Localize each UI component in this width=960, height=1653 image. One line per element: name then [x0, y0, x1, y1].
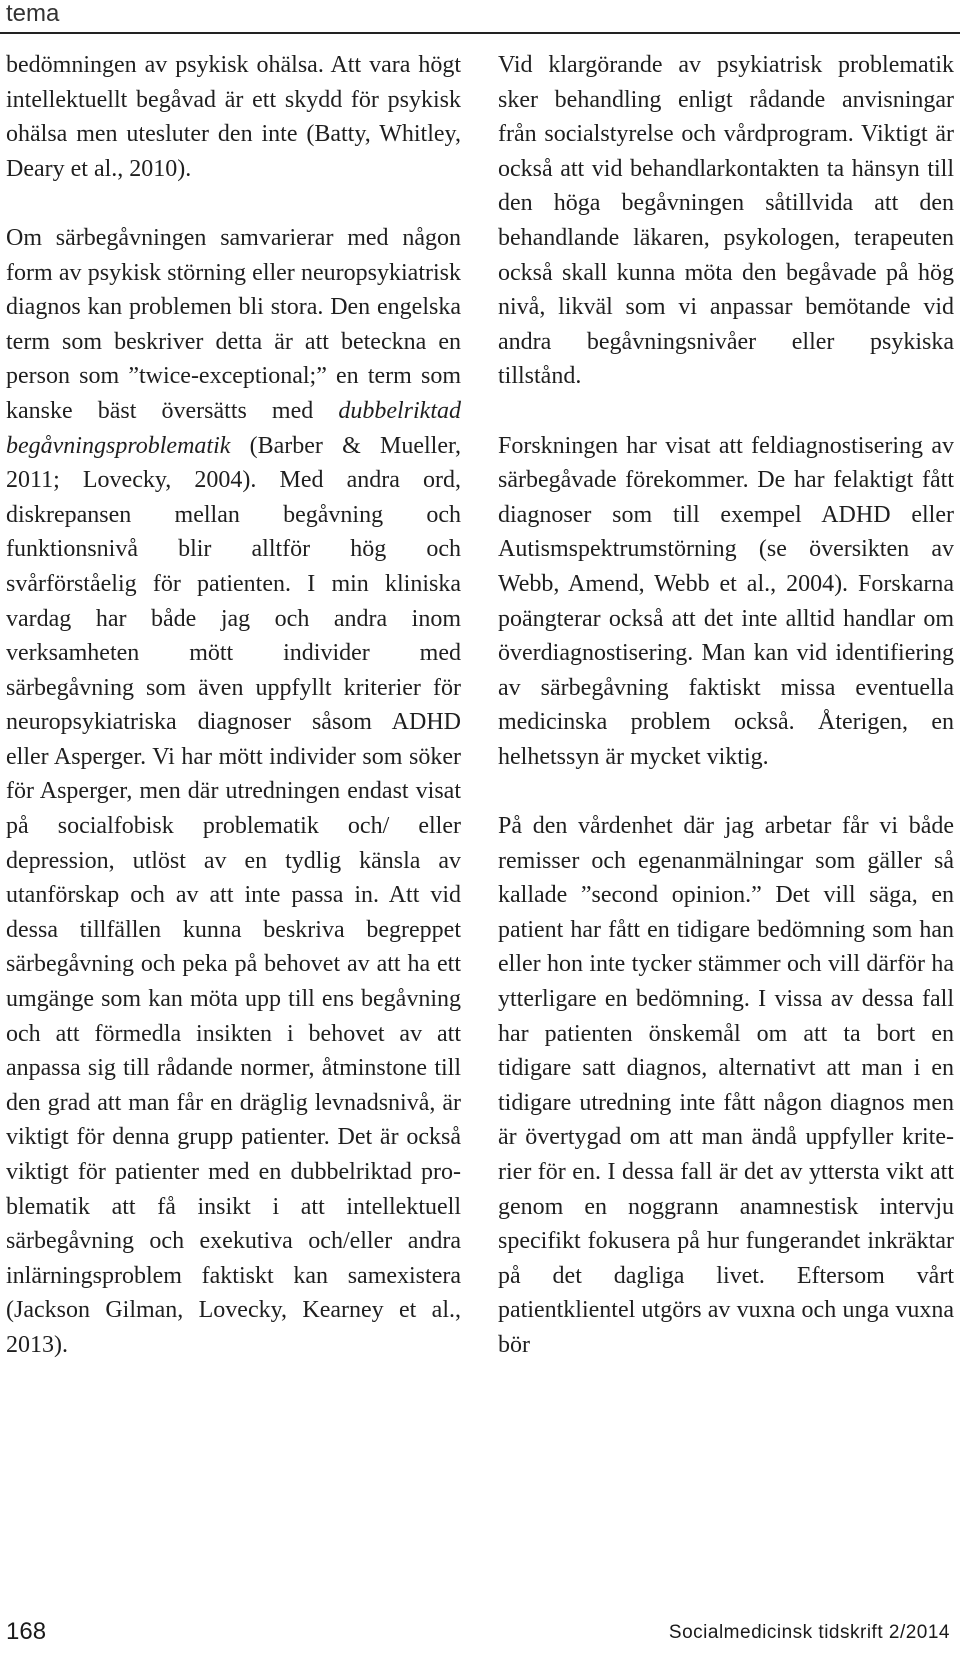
paragraph: Vid klargörande av psykiatrisk problematik sker behandling enligt rådande anvisningar från socialstyrelse och vårdprogram. Viktigt är också att vid behandlarkontakten ta hänsyn till den höga begåvningen såtillvida att den behandlande läkaren, psykologen, terapeuten också skall kunna möta den begåvade på hög nivå, likväl som vi anpassar bemötande vid andra begåvningsnivåer eller psykiska tillstånd.	[498, 52, 954, 390]
paragraph: Forskningen har visat att feldiagnostisering av särbegåvade förekommer. De har felaktigt fått diagnoser som till exempel ADHD eller Autismspektrumstörning (se översikten av Webb, Amend, Webb et al., 2004). Forskarna poängterar också att det inte alltid handlar om överdiagnostisering. Man kan vid identifiering av särbegåvning faktiskt missa eventuella medicinska problem också. Återigen, en helhetssyn är mycket viktig.	[498, 432, 954, 770]
paragraph: bedömningen av psykisk ohälsa. Att vara högt intellektuellt begåvad är ett skydd för psykisk ohälsa men utesluter den inte (Batty, Whitley, Deary et al., 2010).	[6, 52, 461, 182]
section-label: tema	[6, 0, 60, 27]
paragraph-text: Om särbegåvningen samvarierar med någon form av psykisk störning eller neuropsykiatrisk diagnos kan problemen bli stora. Den engelska term som beskriver detta är att beteckna en person som ”twice-exceptional;” en term som kanske bäst översätts med	[6, 224, 461, 424]
left-column	[6, 48, 461, 1363]
paragraph: På den vårdenhet där jag arbetar får vi både remisser och egenanmälningar som gäller så kallade ”second opinion.” Det vill säga, en patient har fått en tidigare bedömning som han eller hon inte tycker stämmer och vill därför ha ytterligare en bedömning. I vissa av dessa fall har patienten önskemål om att ta bort en tidigare satt diagnos, alternativt att man i en tidigare utredning inte fått någon diagnos men är övertygad om att man ändå uppfyller kriterier för en. I dessa fall är det av yttersta vikt att genom en noggrann anamnestisk intervju specifikt fokusera på hur fungerandet inkräktar på det dagliga livet. Eftersom vårt patientklientel utgörs av vuxna och unga vuxna bör	[498, 813, 954, 1358]
page-number: 168	[6, 1618, 47, 1645]
paragraph-text: (Barber & Mueller, 2011; Lovecky, 2004). Med andra ord, diskrepansen mellan begåvning och funktionsnivå blir alltför hög och svårförståelig för patienten. I min kliniska vardag har både jag och andra inom verksamheten mött individer med särbegåvning som även uppfyllt kriterier för neuropsykiatriska diagnoser såsom ADHD eller Asperger. Vi har mött individer som söker för Asperger, men där utredningen endast visat på socialfobisk problematik och/ eller depression, utlöst av en tydlig känsla av utanförskap och av att inte passa in. Att vid dessa tillfällen kunna beskriva begreppet särbegåvning och peka på behovet av att ha ett umgänge som kan möta upp till ens begåvning och att förmedla insikten i behovet av att anpassa sig till rådande normer, åtminstone till den grad att man får en dräglig levnadsnivå, är viktigt för denna grupp patienter. Det är också viktigt för patienter med en dubbelriktad problematik att få insikt i att intellektuell särbegåvning och exekutiva och/eller andra inlärningsproblem faktiskt kan samexistera (Jackson Gilman, Lovecky, Kearney et al., 2013).	[6, 432, 461, 1358]
journal-title: Socialmedicinsk tidskrift 2/2014	[668, 1622, 950, 1643]
italic-term: dubbelriktad begåvningsproblematik	[6, 397, 461, 459]
header-rule	[0, 32, 960, 34]
paragraph	[6, 221, 461, 1363]
right-column	[498, 48, 954, 1363]
